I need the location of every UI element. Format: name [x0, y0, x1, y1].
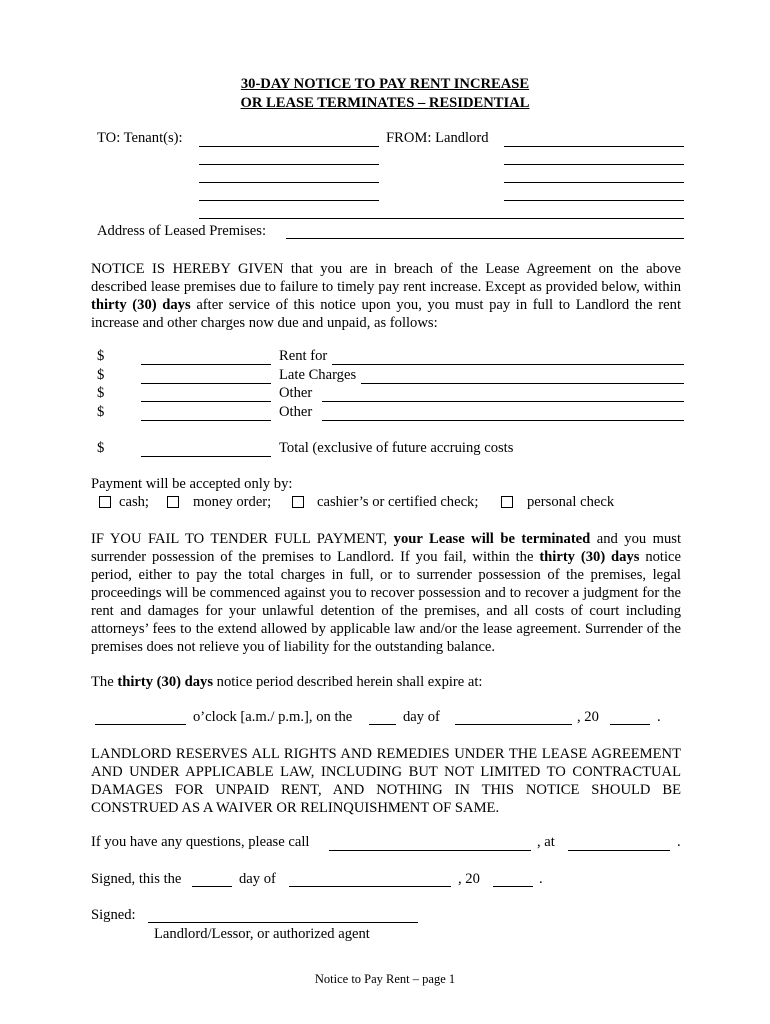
failure-paragraph: IF YOU FAIL TO TENDER FULL PAYMENT, your Lease will be terminated and you must surrender possession of the premises to Landlord. If you fail, within the thirty (30) days notice period, either to pay the total charges in full, or to surrender possession of the premises, legal proceedings will be commenced against you to recover possession and to recover a judgment for the rent and damages for your unlawful detention of the premises, and all costs of court including attorneys’ fees to the extend allowed by applicable law and/or the lease agreement. Surrender of the premises does not relieve you of liability for the outstanding balance.: [91, 531, 682, 655]
money-order-label: money order;: [193, 494, 272, 510]
expire-day-line[interactable]: [369, 724, 396, 725]
page-footer: Notice to Pay Rent – page 1: [314, 972, 456, 986]
questions-phone-line[interactable]: [568, 850, 670, 851]
cash-label: cash;: [119, 494, 149, 510]
charge-desc-line-2[interactable]: [361, 383, 684, 384]
charge-label-2: Late Charges: [279, 367, 357, 383]
expire-year-prefix: , 20: [577, 709, 599, 725]
expire-day-of-label: day of: [403, 709, 440, 725]
expire-month-line[interactable]: [455, 724, 572, 725]
signed-period: .: [539, 871, 543, 887]
expire-paragraph: The thirty (30) days notice period described herein shall expire at:: [91, 674, 483, 690]
address-label: Address of Leased Premises:: [97, 223, 267, 239]
tenant-label: TO: Tenant(s):: [97, 130, 183, 146]
parties-divider-line: [199, 218, 684, 219]
title-line-2: OR LEASE TERMINATES – RESIDENTIAL: [240, 95, 530, 111]
charge-desc-line-1[interactable]: [332, 364, 684, 365]
questions-label: If you have any questions, please call: [91, 834, 310, 850]
currency-1: $: [97, 348, 105, 364]
charge-label-4: Other: [279, 404, 313, 420]
tenant-line-2[interactable]: [199, 164, 379, 165]
amount-line-4[interactable]: [141, 420, 271, 421]
cashiers-check-checkbox[interactable]: [292, 496, 304, 508]
signature-caption: Landlord/Lessor, or authorized agent: [154, 926, 370, 942]
cashiers-check-label: cashier’s or certified check;: [317, 494, 479, 510]
signed-month-line[interactable]: [289, 886, 451, 887]
landlord-line-3[interactable]: [504, 182, 684, 183]
signed-year-prefix: , 20: [458, 871, 480, 887]
total-amount-line[interactable]: [141, 456, 271, 457]
address-line[interactable]: [286, 238, 684, 239]
oclock-label: o’clock [a.m./ p.m.], on the: [193, 709, 353, 725]
charge-label-1: Rent for: [279, 348, 328, 364]
landlord-line-2[interactable]: [504, 164, 684, 165]
questions-period: .: [677, 834, 681, 850]
landlord-label: FROM: Landlord: [386, 130, 489, 146]
total-label: Total (exclusive of future accruing costs: [279, 440, 514, 456]
expire-year-line[interactable]: [610, 724, 650, 725]
signed-day-of-label: day of: [239, 871, 276, 887]
signed-label: Signed:: [91, 907, 136, 923]
landlord-line-4[interactable]: [504, 200, 684, 201]
expire-time-line[interactable]: [95, 724, 186, 725]
payment-heading: Payment will be accepted only by:: [91, 476, 293, 492]
amount-line-3[interactable]: [141, 401, 271, 402]
charge-desc-line-3[interactable]: [322, 401, 684, 402]
expire-period: .: [657, 709, 661, 725]
signed-year-line[interactable]: [493, 886, 533, 887]
currency-3: $: [97, 385, 105, 401]
signed-this-label: Signed, this the: [91, 871, 182, 887]
tenant-line-1[interactable]: [199, 146, 379, 147]
signed-day-line[interactable]: [192, 886, 232, 887]
tenant-line-3[interactable]: [199, 182, 379, 183]
currency-4: $: [97, 404, 105, 420]
questions-at-label: , at: [537, 834, 555, 850]
personal-check-checkbox[interactable]: [501, 496, 513, 508]
tenant-line-4[interactable]: [199, 200, 379, 201]
charge-desc-line-4[interactable]: [322, 420, 684, 421]
notice-paragraph: NOTICE IS HEREBY GIVEN that you are in breach of the Lease Agreement on the above described lease premises due to failure to timely pay rent increase. Except as provided below, within thirty (30) days after service of this notice upon you, you must pay in full to Landlord the rent increase and other charges now due and unpaid, as follows:: [91, 261, 681, 331]
amount-line-2[interactable]: [141, 383, 271, 384]
landlord-line-1[interactable]: [504, 146, 684, 147]
questions-name-line[interactable]: [329, 850, 531, 851]
currency-total: $: [97, 440, 105, 456]
cash-checkbox[interactable]: [99, 496, 111, 508]
amount-line-1[interactable]: [141, 364, 271, 365]
charge-label-3: Other: [279, 385, 313, 401]
personal-check-label: personal check: [527, 494, 615, 510]
signature-line[interactable]: [148, 922, 418, 923]
currency-2: $: [97, 367, 105, 383]
money-order-checkbox[interactable]: [167, 496, 179, 508]
reserves-paragraph: LANDLORD RESERVES ALL RIGHTS AND REMEDIES UNDER THE LEASE AGREEMENT AND UNDER APPLICABLE LAW, INCLUDING BUT NOT LIMITED TO CONTRACTUAL DAMAGES FOR UNPAID RENT, AND NOTHING IN THIS NOTICE SHOULD BE CONSTRUED AS A WAIVER OR RELINQUISHMENT OF SAME.: [91, 746, 681, 816]
title-line-1: 30-DAY NOTICE TO PAY RENT INCREASE: [240, 76, 530, 92]
